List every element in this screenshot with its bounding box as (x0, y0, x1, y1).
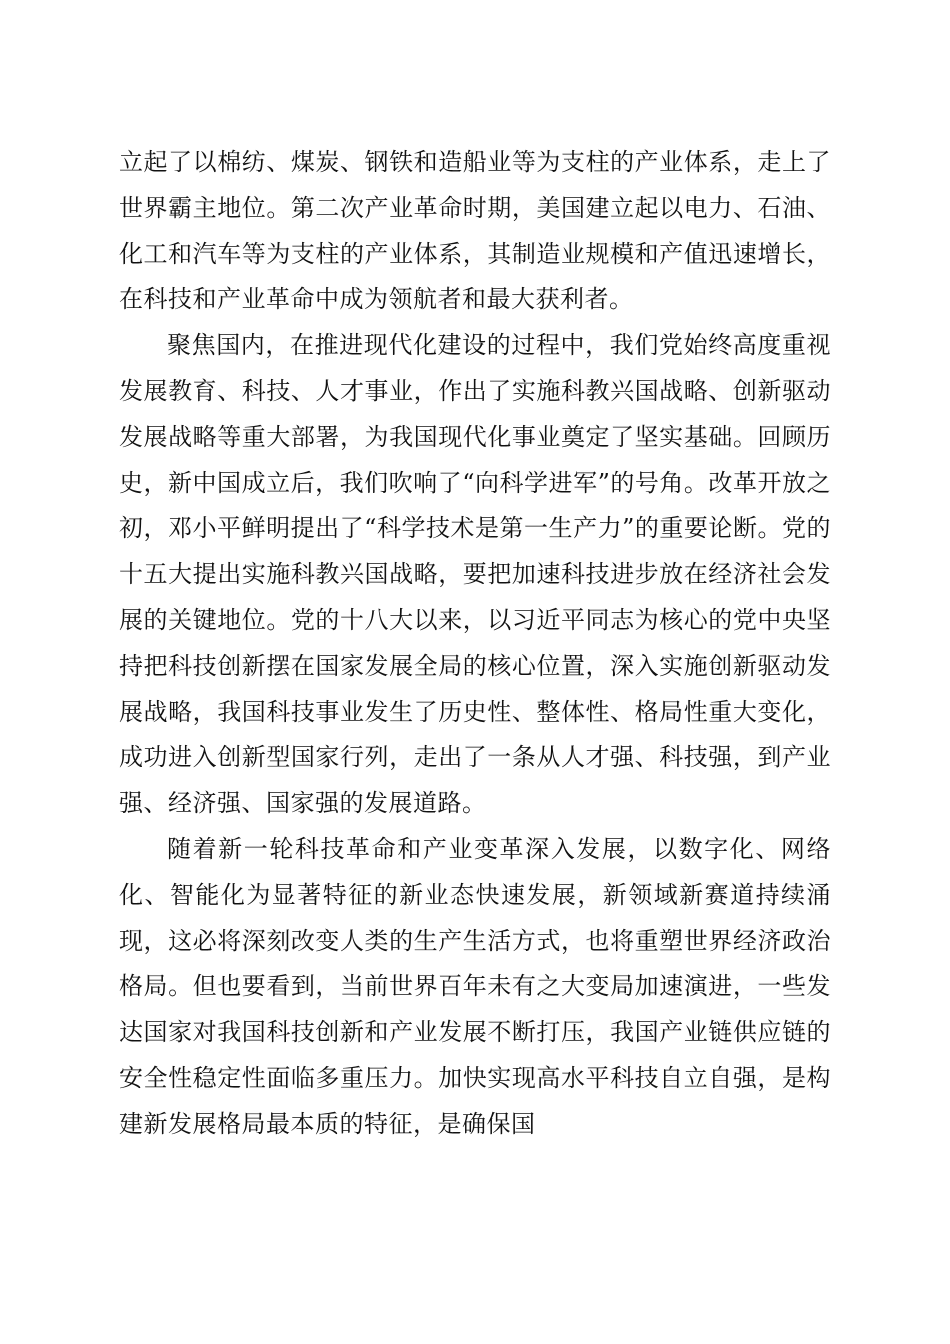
paragraph-continuation: 立起了以棉纺、煤炭、钢铁和造船业等为支柱的产业体系，走上了世界霸主地位。第二次产业革命时期，美国建立起以电力、石油、化工和汽车等为支柱的产业体系，其制造业规模和产值迅速增长，在科技和产业革命中成为领航者和最大获利者。 (119, 148, 831, 314)
paragraph-domestic-focus: 聚焦国内，在推进现代化建设的过程中，我们党始终高度重视发展教育、科技、人才事业，作出了实施科教兴国战略、创新驱动发展战略等重大部署，为我国现代化事业奠定了坚实基础。回顾历史，新中国成立后，我们吹响了“向科学进军”的号角。改革开放之初，邓小平鲜明提出了“科学技术是第一生产力”的重要论断。党的十五大提出实施科教兴国战略，要把加速科技进步放在经济社会发展的关键地位。党的十八大以来，以习近平同志为核心的党中央坚持把科技创新摆在国家发展全局的核心位置，深入实施创新驱动发展战略，我国科技事业发生了历史性、整体性、格局性重大变化，成功进入创新型国家行列，走出了一条从人才强、科技强，到产业强、经济强、国家强的发展道路。 (119, 331, 831, 818)
paragraph-new-revolution: 随着新一轮科技革命和产业变革深入发展，以数字化、网络化、智能化为显著特征的新业态快速发展，新领域新赛道持续涌现，这必将深刻改变人类的生产生活方式，也将重塑世界经济政治格局。但也要看到，当前世界百年未有之大变局加速演进，一些发达国家对我国科技创新和产业发展不断打压，我国产业链供应链的安全性稳定性面临多重压力。加快实现高水平科技自立自强，是构建新发展格局最本质的特征，是确保国 (119, 834, 831, 1138)
document-body (119, 140, 831, 1148)
